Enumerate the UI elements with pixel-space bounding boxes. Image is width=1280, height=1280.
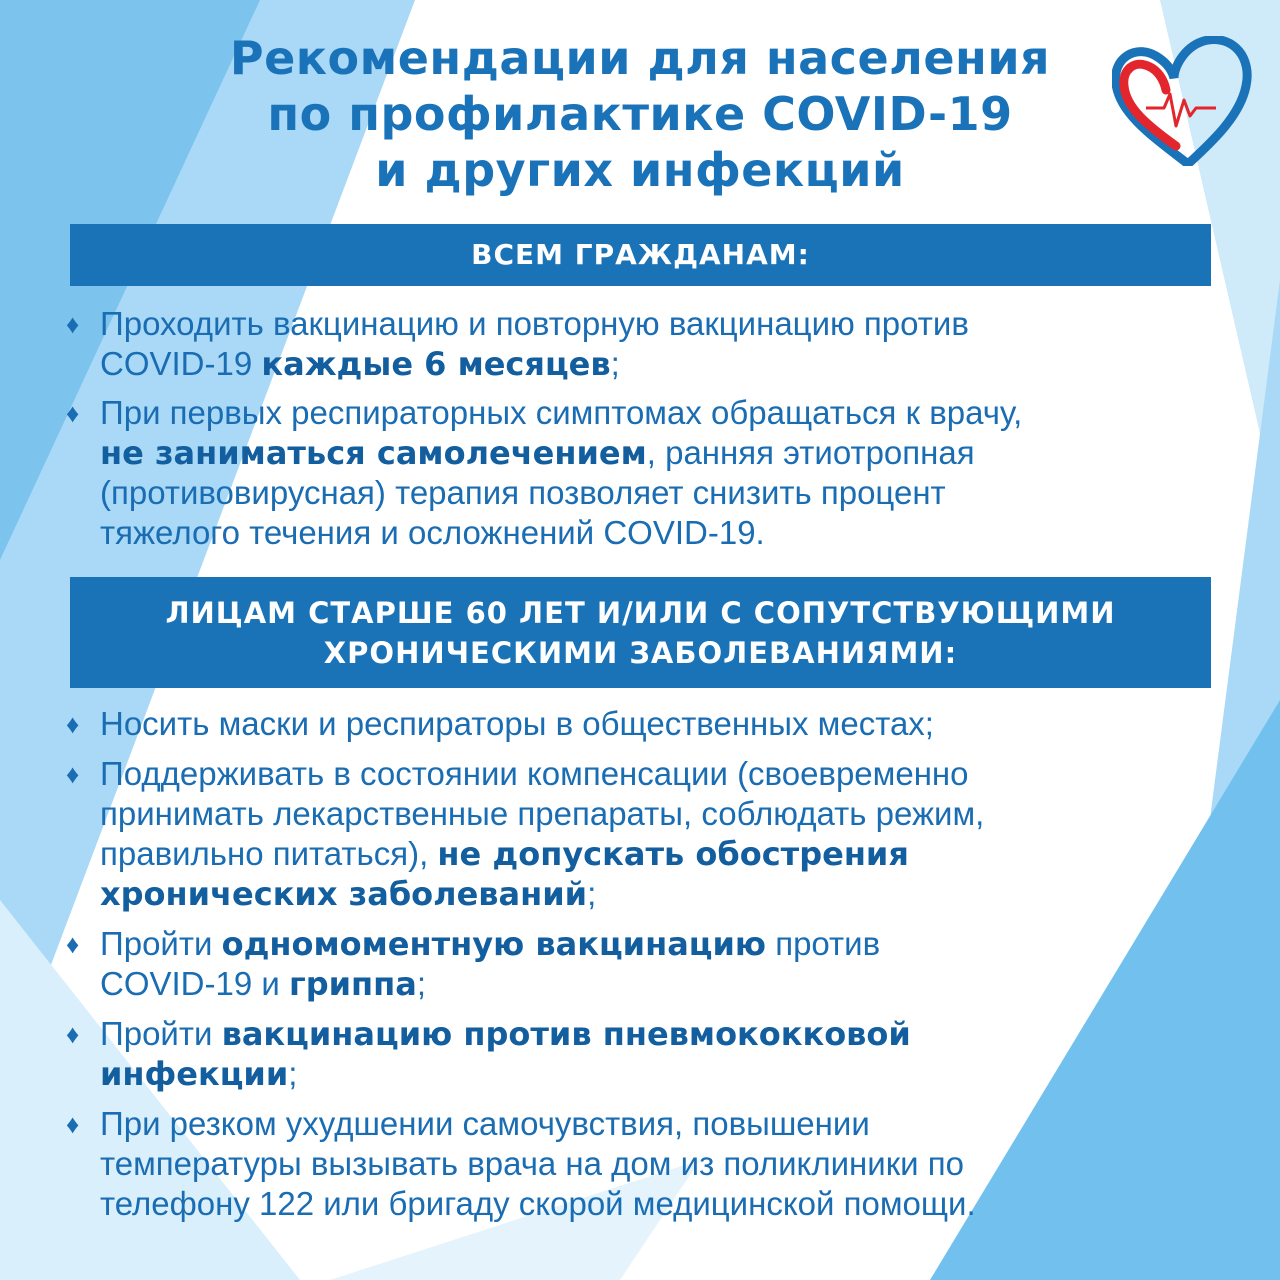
text: против xyxy=(766,925,881,962)
title-line-1: Рекомендации для населения xyxy=(229,31,1051,85)
line xyxy=(100,1144,1216,1184)
line xyxy=(100,964,1216,1004)
text: COVID-19 xyxy=(100,345,262,382)
line xyxy=(100,834,1216,874)
list-item xyxy=(66,1104,1216,1224)
text: , ранняя этиотропная xyxy=(646,434,975,471)
heart-pulse-logo-icon xyxy=(1112,36,1252,166)
line xyxy=(100,1104,1216,1144)
diamond-bullet-icon: ♦ xyxy=(66,398,80,428)
text: Проходить вакцинацию и повторную вакцинацию против xyxy=(100,305,969,342)
text: ; xyxy=(416,965,427,1002)
section-heading-over-60 xyxy=(70,577,1211,688)
line xyxy=(100,473,1216,513)
list-item xyxy=(66,1014,1216,1094)
text: (противовирусная) терапия позволяет снизить процент xyxy=(100,474,946,511)
line xyxy=(100,1184,1216,1224)
line xyxy=(100,754,1216,794)
text: ; xyxy=(610,345,620,382)
line xyxy=(100,794,1216,834)
section-heading-all-citizens: ВСЕМ ГРАЖДАНАМ: xyxy=(70,224,1211,286)
all-citizens-list xyxy=(66,304,1216,562)
list-item xyxy=(66,393,1216,553)
line xyxy=(100,433,1216,473)
list-item xyxy=(66,924,1216,1004)
text: тяжелого течения и осложнений COVID-19. xyxy=(100,514,765,551)
emphasis: одномоментную вакцинацию xyxy=(221,925,767,963)
emphasis: инфекции xyxy=(100,1055,289,1093)
diamond-bullet-icon: ♦ xyxy=(66,309,80,339)
line xyxy=(100,1014,1216,1054)
text: правильно питаться), xyxy=(100,835,438,872)
line xyxy=(100,924,1216,964)
emphasis: не заниматься самолечением xyxy=(100,434,647,472)
line xyxy=(100,344,1216,384)
diamond-bullet-icon: ♦ xyxy=(66,1019,80,1049)
text: Носить маски и респираторы в общественных местах; xyxy=(100,705,934,742)
emphasis: не допускать обострения xyxy=(437,835,909,873)
line xyxy=(100,874,1216,914)
title-line-2: по профилактике COVID-19 xyxy=(267,87,1013,141)
line xyxy=(100,704,1216,744)
text: принимать лекарственные препараты, соблюдать режим, xyxy=(100,795,985,832)
title-line-3: и других инфекций xyxy=(375,143,905,197)
diamond-bullet-icon: ♦ xyxy=(66,1109,80,1139)
text: ; xyxy=(288,1055,298,1092)
text: Пройти xyxy=(100,1015,222,1052)
heading-line-2: ХРОНИЧЕСКИМИ ЗАБОЛЕВАНИЯМИ: xyxy=(323,636,958,670)
line xyxy=(100,393,1216,433)
line xyxy=(100,513,1216,553)
list-item xyxy=(66,704,1216,744)
line xyxy=(100,304,1216,344)
emphasis: каждые 6 месяцев xyxy=(261,345,611,383)
diamond-bullet-icon: ♦ xyxy=(66,759,80,789)
text: COVID-19 и xyxy=(100,965,289,1002)
text: Пройти xyxy=(100,925,222,962)
text: температуры вызывать врача на дом из поликлиники по xyxy=(100,1145,964,1182)
text: Поддерживать в состоянии компенсации (своевременно xyxy=(100,755,969,792)
list-item xyxy=(66,304,1216,384)
text: ; xyxy=(587,875,597,912)
text: телефону 122 или бригаду скорой медицинской помощи. xyxy=(100,1185,976,1222)
emphasis: хронических заболеваний xyxy=(100,875,588,913)
heading-line-1: ЛИЦАМ СТАРШЕ 60 ЛЕТ И/ИЛИ С СОПУТСТВУЮЩИМИ xyxy=(165,596,1116,630)
page-title xyxy=(150,30,1130,198)
line xyxy=(100,1054,1216,1094)
list-item xyxy=(66,754,1216,914)
diamond-bullet-icon: ♦ xyxy=(66,709,80,739)
emphasis: гриппа xyxy=(288,965,417,1003)
text: При первых респираторных симптомах обращаться к врачу, xyxy=(100,394,1023,431)
text: При резком ухудшении самочувствия, повышении xyxy=(100,1105,870,1142)
emphasis: вакцинацию против пневмококковой xyxy=(221,1015,911,1053)
diamond-bullet-icon: ♦ xyxy=(66,929,80,959)
over-60-list xyxy=(66,704,1216,1234)
